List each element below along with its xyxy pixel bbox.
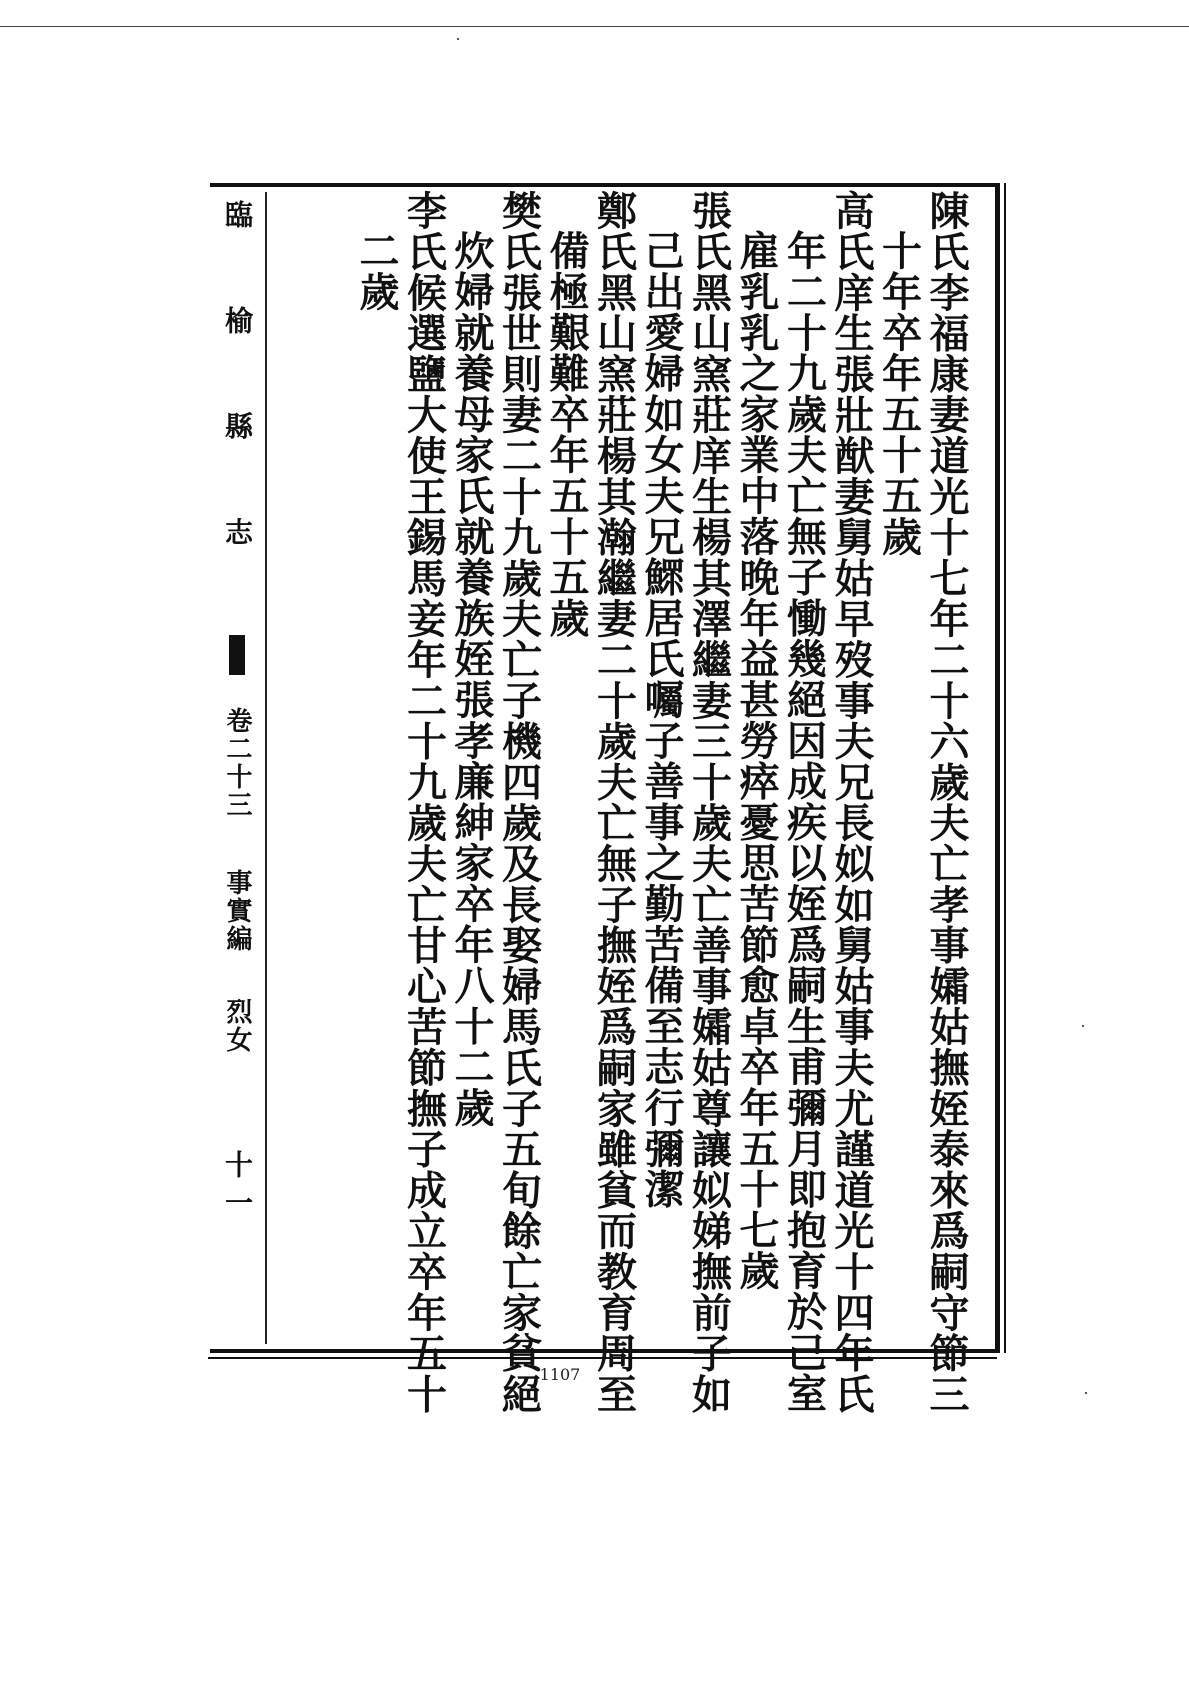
category-label: 烈女 [222, 998, 252, 1055]
scan-speck [1082, 1025, 1084, 1027]
section-label: 事實編 [222, 868, 252, 953]
scan-speck [457, 38, 459, 40]
text-line: 高氏庠生張壯猷妻舅姑早歿事夫兄長姒如舅姑事夫尤謹道光十四年氏 [828, 190, 875, 1414]
top-rule [0, 26, 1189, 27]
volume-label: 卷二十三 [222, 706, 252, 819]
text-line: 雇乳乳之家業中落晚年益甚勞瘁憂思苦節愈卓卒年五十七歲 [733, 230, 780, 1291]
text-line: 炊婦就養母家氏就養族姪張孝廉紳家卒年八十二歲 [448, 230, 495, 1128]
folio-number: 十一 [221, 1150, 254, 1226]
margin-column [214, 200, 260, 1340]
text-line: 年二十九歲夫亡無子慟幾絕因成疾以姪爲嗣生甫彌月即抱育於己室 [780, 230, 828, 1414]
text-line: 李氏候選鹽大使王錫馬妾年二十九歲夫亡甘心苦節撫子成立卒年五十 [400, 190, 448, 1414]
text-line: 己出愛婦如女夫兄鰥居氏囑子善事之勤苦備至志行彌潔 [638, 230, 685, 1210]
text-line: 十年卒年五十五歲 [875, 230, 923, 557]
gazetteer-title: 臨 榆 縣 志 [221, 200, 254, 580]
margin-divider [265, 192, 267, 1344]
text-line: 陳氏李福康妻道光十七年二十六歲夫亡孝事孀姑撫姪泰來爲嗣守節三 [923, 190, 970, 1414]
text-line: 張氏黑山窯莊庠生楊其澤繼妻三十歲夫亡善事孀姑尊讓姒娣撫前子如 [685, 190, 733, 1414]
fish-tail-mark [229, 635, 245, 675]
text-line: 備極艱難卒年五十五歲 [543, 230, 590, 638]
text-line: 鄭氏黑山窯莊楊其瀚繼妻二十歲夫亡無子撫姪爲嗣家雖貧而教育周至 [590, 190, 638, 1414]
scan-speck [1085, 1392, 1087, 1394]
text-line: 二歲 [353, 230, 400, 312]
text-line: 樊氏張世則妻二十九歲夫亡子機四歲及長娶婦馬氏子五旬餘亡家貧絕 [495, 190, 543, 1414]
page-number: 1107 [539, 1365, 581, 1384]
